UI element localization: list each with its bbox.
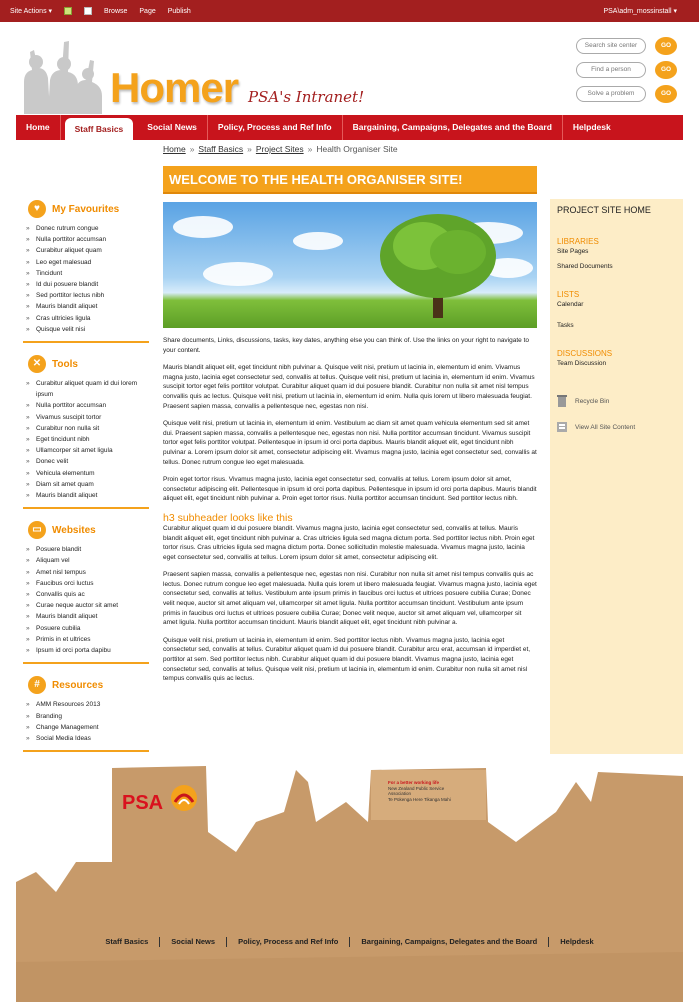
hero-image: [163, 202, 537, 328]
left-sidebar: [23, 198, 149, 762]
lists-heading[interactable]: LISTS: [557, 290, 580, 299]
list-item[interactable]: » Faucibus orci luctus: [36, 578, 149, 589]
list-item[interactable]: » Id dui posuere blandit: [36, 279, 149, 290]
list-item[interactable]: » Cras ultricies ligula: [36, 313, 149, 324]
find-person-input[interactable]: Find a person: [576, 62, 646, 78]
list-item[interactable]: » Donec rutrum congue: [36, 223, 149, 234]
list-item[interactable]: » Social Media Ideas: [36, 733, 149, 744]
list-item[interactable]: » Donec velit: [36, 456, 149, 467]
page-tab[interactable]: Page: [139, 7, 156, 15]
site-pages-link[interactable]: Site Pages: [557, 248, 589, 255]
list-item[interactable]: » Sed porttitor lectus nibh: [36, 290, 149, 301]
resources-section: [23, 674, 149, 752]
list-item[interactable]: » Vehicula elementum: [36, 468, 149, 479]
footer-nav-staff-basics[interactable]: Staff Basics: [94, 937, 160, 947]
solve-problem-go-button[interactable]: GO: [655, 85, 677, 103]
resources-title: Resources: [52, 679, 104, 691]
tools-section: [23, 353, 149, 509]
quick-launch-panel: [550, 199, 683, 754]
site-content-icon: [557, 421, 567, 433]
find-person-go-button[interactable]: GO: [655, 61, 677, 79]
shared-documents-link[interactable]: Shared Documents: [557, 263, 613, 270]
breadcrumb-separator: »: [307, 144, 313, 154]
footer: [16, 762, 683, 1002]
body-paragraph: Quisque velit nisi, pretium ut lacinia in, elementum id enim. Vestibulum ac diam sit amet quam vehicula elementum sed sit amet dui. Praesent sapien massa, convallis a pellentesque nec, egestas non nisi. Nulla porttitor accumsan tincidunt. Vivamus suscipit tortor eget felis porttitor volutpat. Pellentesque in ipsum id orci porta dapibus. Mauris blandit aliquet elit, eget tincidunt nibh pulvinar a. Lorem ipsum dolor sit amet, consectetur adipiscing elit. Vivamus magna justo, lacinia eget consectetur sed, convallis at tellus. Donec rutrum congue leo eget malesuada.: [163, 420, 537, 466]
body-paragraph: Quisque velit nisi, pretium ut lacinia in, elementum id enim. Sed porttitor lectus nibh. Vivamus magna justo, lacinia eget consectetur sed, convallis at tellus. Curabitur aliquet quam id dui posuere blandit. Curabitur arcu erat, accumsan id imperdiet et, porttitor at sem. Sed porttitor lectus nibh. Curabitur aliquet quam id dui posuere blandit. Vivamus magna justo, lacinia eget consectetur sed, convallis at tellus. Quisque velit nisi, pretium ut lacinia in, elementum id enim. Curabitur non nulla sit amet nisl tempus convallis quis ac lectus.: [163, 636, 531, 683]
protest-sign-text: For a better working life New Zealand Public Service Association Te Pūkenga Here Tikanga Mahi: [388, 780, 451, 802]
nav-home[interactable]: Home: [16, 115, 61, 140]
navigate-up-icon[interactable]: [64, 7, 72, 15]
solve-problem-input[interactable]: Solve a problem: [576, 86, 646, 102]
recycle-bin-link[interactable]: Recycle Bin: [557, 395, 676, 407]
hash-icon: #: [28, 676, 46, 694]
websites-title: Websites: [52, 524, 96, 536]
search-site-input[interactable]: Search site center: [576, 38, 646, 54]
nav-staff-basics[interactable]: Staff Basics: [65, 118, 134, 140]
list-item[interactable]: » Primis in et ultrices: [36, 634, 149, 645]
user-menu[interactable]: PSA\adm_mossinstall ▾: [603, 8, 677, 15]
heart-icon: ♥: [28, 200, 46, 218]
footer-nav-social-news[interactable]: Social News: [160, 937, 227, 947]
nav-policy[interactable]: Policy, Process and Ref Info: [208, 115, 343, 140]
nav-bargaining[interactable]: Bargaining, Campaigns, Delegates and the Board: [343, 115, 563, 140]
edit-page-icon[interactable]: [84, 7, 92, 15]
breadcrumb-home[interactable]: Home: [163, 144, 186, 154]
list-item[interactable]: » Mauris blandit aliquet: [36, 301, 149, 312]
tools-icon: ✕: [28, 355, 46, 373]
breadcrumb-separator: »: [189, 144, 195, 154]
tasks-link[interactable]: Tasks: [557, 322, 574, 329]
tagline: PSA's Intranet!: [248, 88, 365, 106]
list-item[interactable]: » Curabitur non nulla sit: [36, 423, 149, 434]
breadcrumb: [163, 144, 398, 154]
breadcrumb-staff-basics[interactable]: Staff Basics: [198, 144, 244, 154]
breadcrumb-current: Health Organiser Site: [316, 144, 398, 154]
list-item[interactable]: » Curabitur aliquet quam: [36, 245, 149, 256]
body-paragraph: Praesent sapien massa, convallis a pellentesque nec, egestas non nisi. Curabitur non nulla sit amet nisl tempus convallis quis ac lectus. Donec rutrum congue leo eget malesuada. Nulla quis lorem ut libero malesuada feugiat. Vivamus magna justo, lacinia eget consectetur sed, convallis at tellus. Vestibulum ante ipsum primis in faucibus orci luctus et ultrices posuere cubilia Curae; Donec velit neque, auctor sit amet aliquam vel, ullamcorper sit amet ligula. Nulla porttitor accumsan tincidunt. Vestibulum ante ipsum primis in faucibus orci luctus et ultrices posuere cubilia Curae; Donec velit neque, auctor sit amet aliquam vel, ullamcorper sit amet ligula. Nulla porttitor accumsan tincidunt. Mauris blandit aliquet elit, eget tincidunt nibh pulvinar a.: [163, 571, 537, 627]
footer-nav-bargaining[interactable]: Bargaining, Campaigns, Delegates and the Board: [350, 937, 549, 947]
list-item[interactable]: » Posuere blandit: [36, 544, 149, 555]
list-item[interactable]: » Amet nisl tempus: [36, 567, 149, 578]
breadcrumb-project-sites[interactable]: Project Sites: [255, 144, 304, 154]
psa-logo: PSA: [122, 792, 164, 814]
list-item[interactable]: » Nulla porttitor accumsan: [36, 234, 149, 245]
list-item[interactable]: » Ullamcorper sit amet ligula: [36, 445, 149, 456]
favourites-section: [23, 198, 149, 343]
tree-icon: [373, 208, 503, 324]
body-paragraph: Mauris blandit aliquet elit, eget tincidunt nibh pulvinar a. Quisque velit nisi, pretium ut lacinia in, elementum id enim. Vivamus magna justo, lacinia eget consectetur sed, convallis at tellus. Quisque velit nisi, pretium ut lacinia in, elementum id enim. Vivamus suscipit tortor eget felis porttitor volutpat. Curabitur aliquet quam id dui posuere blandit. Curabitur non nulla sit amet nisl tempus convallis quis ac lectus. Quisque velit nisi, pretium ut lacinia in, elementum id enim. Nulla quis lorem ut libero malesuada feugiat. Praesent sapien massa, convallis a pellentesque nec, egestas non nisi.: [163, 364, 535, 410]
body-paragraph: Curabitur aliquet quam id dui posuere blandit. Vivamus magna justo, lacinia eget consectetur sed, convallis at tellus. Mauris blandit aliquet elit, eget tincidunt nibh pulvinar a. Cras ultricies ligula sed magna dictum porta. Sed porttitor lectus nibh. Proin eget tortor risus. Cras ultricies ligula sed magna dictum porta. Donec sollicitudin molestie malesuada. Vivamus magna justo, lacinia eget consectetur sed, convallis at tellus. Lorem ipsum dolor sit amet, consectetur adipiscing elit.: [163, 524, 535, 561]
favourites-title: My Favourites: [52, 203, 120, 215]
project-site-home-link[interactable]: PROJECT SITE HOME: [557, 205, 651, 215]
tools-title: Tools: [52, 358, 78, 370]
list-item[interactable]: » Leo eget malesuad: [36, 257, 149, 268]
list-item[interactable]: » Posuere cubilia: [36, 623, 149, 634]
list-item[interactable]: » Branding: [36, 711, 149, 722]
view-all-content-link[interactable]: View All Site Content: [557, 421, 676, 433]
discussions-heading[interactable]: DISCUSSIONS: [557, 349, 613, 358]
intro-text: Share documents, Links, discussions, tasks, key dates, anything else you can think of. Use the links on your right to navigate to your content.: [163, 337, 530, 354]
list-item[interactable]: » Nulla porttitor accumsan: [36, 400, 149, 411]
list-item[interactable]: » Convallis quis ac: [36, 589, 149, 600]
monitor-icon: ▭: [28, 521, 46, 539]
list-item[interactable]: » Mauris blandit aliquet: [36, 611, 149, 622]
list-item[interactable]: » Ipsum id orci porta dapibu: [36, 645, 149, 656]
list-item[interactable]: » Mauris blandit aliquet: [36, 490, 149, 501]
ribbon-bar: [0, 0, 699, 22]
protest-crowd-icon: [14, 32, 106, 114]
body-paragraph: Proin eget tortor risus. Vivamus magna justo, lacinia eget consectetur sed, convallis at tellus. Lorem ipsum dolor sit amet, consectetur adipiscing elit. Pellentesque in ipsum id orci porta dapibus. Pellentesque in ipsum id orci porta dapibus. Mauris blandit aliquet elit, eget tincidunt nibh pulvinar a. Proin eget tortor risus. Nulla porttitor accumsan tincidunt. Sed porttitor lectus nibh.: [163, 476, 537, 503]
list-item[interactable]: » Eget tincidunt nibh: [36, 434, 149, 445]
footer-nav-helpdesk[interactable]: Helpdesk: [560, 937, 594, 946]
libraries-heading[interactable]: LIBRARIES: [557, 237, 599, 246]
psa-emblem-icon: [170, 784, 198, 812]
team-discussion-link[interactable]: Team Discussion: [557, 360, 607, 367]
footer-nav: [16, 937, 683, 947]
homer-logo[interactable]: Homer: [110, 64, 239, 111]
main-nav: [16, 115, 683, 140]
footer-nav-policy[interactable]: Policy, Process and Ref Info: [227, 937, 350, 947]
websites-section: [23, 519, 149, 664]
site-header: [0, 22, 699, 114]
breadcrumb-separator: »: [247, 144, 252, 154]
calendar-link[interactable]: Calendar: [557, 301, 584, 308]
list-item[interactable]: » Tincidunt: [36, 268, 149, 279]
page-title: WELCOME TO THE HEALTH ORGANISER SITE!: [163, 166, 537, 194]
list-item[interactable]: » Curabitur aliquet quam id dui lorem ipsum: [36, 378, 149, 400]
publish-tab[interactable]: Publish: [167, 7, 191, 15]
nav-social-news[interactable]: Social News: [137, 115, 208, 140]
trash-icon: [557, 395, 567, 407]
list-item[interactable]: » Curae neque auctor sit amet: [36, 600, 149, 611]
list-item[interactable]: » Diam sit amet quam: [36, 479, 149, 490]
site-actions-menu[interactable]: Site Actions ▾: [10, 8, 53, 15]
main-content: [163, 202, 537, 692]
list-item[interactable]: » Aliquam vel: [36, 555, 149, 566]
list-item[interactable]: » Quisque velit nisi: [36, 324, 149, 335]
cardboard-crowd-illustration: [16, 762, 683, 1002]
nav-helpdesk[interactable]: Helpdesk: [572, 122, 611, 132]
list-item[interactable]: » Change Management: [36, 722, 149, 733]
list-item[interactable]: » Vivamus suscipit tortor: [36, 412, 149, 423]
search-site-go-button[interactable]: GO: [655, 37, 677, 55]
browse-tab[interactable]: Browse: [104, 7, 128, 15]
subheader: h3 subheader looks like this: [163, 511, 293, 524]
list-item[interactable]: » AMM Resources 2013: [36, 699, 149, 710]
